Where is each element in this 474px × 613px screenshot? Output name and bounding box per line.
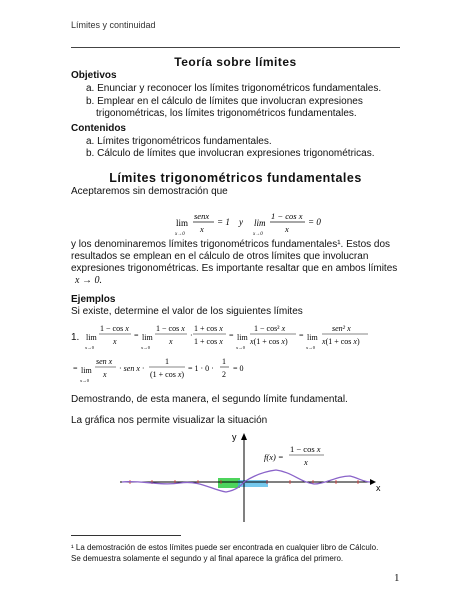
- svg-text:x→0: x→0: [141, 345, 150, 350]
- svg-text:f(x) =: f(x) =: [264, 452, 284, 462]
- header-rule: [71, 47, 400, 48]
- svg-text:1 − cos x: 1 − cos x: [100, 324, 129, 333]
- function-label: [264, 444, 324, 467]
- objective-a: a. Enunciar y reconocer los límites trigonométricos fundamentales.: [86, 83, 382, 94]
- svg-text:lim: lim: [142, 333, 153, 342]
- svg-text:x→0: x→0: [253, 232, 263, 237]
- svg-text:=: =: [134, 331, 139, 340]
- svg-text:· sen x ·: · sen x ·: [119, 364, 145, 373]
- svg-text:x→0: x→0: [236, 345, 245, 350]
- example-line-2-graphic: [71, 353, 291, 387]
- footnote-line-2: Se demuestra solamente el segundo y al final aparece la gráfica del primero.: [71, 554, 344, 563]
- svg-text:x: x: [200, 224, 204, 234]
- svg-text:= 0: = 0: [308, 217, 321, 227]
- x-axis-label: x: [376, 483, 381, 493]
- svg-text:x: x: [113, 337, 117, 346]
- svg-text:x→0: x→0: [175, 232, 185, 237]
- svg-text:1 − cos² x: 1 − cos² x: [254, 324, 286, 333]
- objective-b-cont: trigonométricas, los límites trigonométricos fundamentales.: [96, 108, 357, 119]
- section-title-2: Límites trigonométricos fundamentales: [109, 171, 362, 185]
- y-axis-arrow: [241, 433, 247, 440]
- svg-text:= 1 · 0 ·: = 1 · 0 ·: [188, 364, 214, 373]
- svg-text:x: x: [285, 224, 289, 234]
- footnote-line-1: ¹ La demostración de estos límites puede ser encontrada en cualquier libro de Cálculo.: [71, 543, 379, 552]
- graph-svg: [100, 430, 400, 526]
- svg-text:·: ·: [190, 331, 193, 340]
- svg-text:lim: lim: [86, 333, 97, 342]
- function-graph: [100, 430, 400, 531]
- y-axis-label: y: [232, 432, 237, 442]
- item-number: 1.: [71, 332, 80, 343]
- footnote: [71, 542, 400, 564]
- section-title: Teoría sobre límites: [174, 55, 297, 69]
- svg-text:senx: senx: [194, 211, 210, 221]
- example-line-1-graphic: [84, 320, 402, 354]
- svg-text:sen x: sen x: [96, 357, 113, 366]
- svg-text:2: 2: [222, 370, 226, 379]
- closing-text: Demostrando, de esta manera, el segundo límite fundamental.: [71, 394, 348, 405]
- svg-text:1 − cos x: 1 − cos x: [156, 324, 185, 333]
- svg-text:1: 1: [165, 357, 169, 366]
- svg-text:x: x: [103, 370, 107, 379]
- svg-text:(1 + cos x): (1 + cos x): [150, 370, 185, 379]
- formula-graphic: [174, 208, 334, 238]
- svg-text:x→0: x→0: [306, 345, 315, 350]
- fundamental-limits-formula: [174, 208, 334, 241]
- svg-text:x: x: [304, 457, 308, 467]
- svg-text:=: =: [299, 331, 304, 340]
- svg-text:sen² x: sen² x: [332, 324, 351, 333]
- svg-text:=: =: [73, 364, 78, 373]
- svg-text:1 − cos x: 1 − cos x: [290, 444, 321, 454]
- svg-text:lim: lim: [176, 218, 189, 228]
- svg-text:lim: lim: [237, 333, 248, 342]
- svg-text:1 + cos x: 1 + cos x: [194, 324, 223, 333]
- objective-b: b. Emplear en el cálculo de límites que involucran expresiones: [86, 96, 363, 107]
- svg-text:= 0: = 0: [233, 364, 244, 373]
- page-number: 1: [394, 572, 400, 584]
- examples-intro: Si existe, determine el valor de los siguientes límites: [71, 306, 303, 317]
- svg-text:1 + cos x: 1 + cos x: [194, 337, 223, 346]
- svg-text:y: y: [239, 217, 243, 227]
- example-line-2: [71, 353, 291, 392]
- svg-text:=: =: [229, 331, 234, 340]
- svg-text:1 − cos x: 1 − cos x: [271, 211, 303, 221]
- content-b: b. Cálculo de límites que involucran expresiones trigonométricas.: [86, 148, 375, 159]
- graph-intro: La gráfica nos permite visualizar la situación: [71, 415, 268, 426]
- svg-text:= 1: = 1: [217, 217, 230, 227]
- svg-text:1: 1: [222, 357, 226, 366]
- svg-text:lim: lim: [307, 333, 318, 342]
- svg-text:x(1 + cos x): x(1 + cos x): [322, 337, 360, 346]
- svg-text:x→0: x→0: [85, 345, 94, 350]
- content-a: a. Límites trigonométricos fundamentales.: [86, 136, 272, 147]
- running-header: Límites y continuidad: [71, 20, 156, 30]
- function-curve: [122, 470, 370, 492]
- paragraph-line-3: expresiones trigonométricas. Es importante resaltar que en ambos límites: [71, 263, 398, 274]
- paragraph-line-1: y los denominaremos límites trigonométricos fundamentales¹. Estos dos: [71, 239, 391, 250]
- svg-text:lim: lim: [81, 366, 92, 375]
- svg-text:x: x: [169, 337, 173, 346]
- svg-text:x(1 + cos x): x(1 + cos x): [250, 337, 288, 346]
- paragraph-line-4: x → 0.: [75, 275, 102, 286]
- footnote-rule: [71, 535, 181, 536]
- objectives-heading: Objetivos: [71, 70, 117, 81]
- contents-heading: Contenidos: [71, 123, 126, 134]
- svg-text:lim: lim: [254, 218, 266, 228]
- svg-text:x→0: x→0: [80, 378, 89, 383]
- paragraph-line-2: resultados se emplean en el cálculo de otros límites que involucran: [71, 251, 369, 262]
- intro-text: Aceptaremos sin demostración que: [71, 186, 228, 197]
- examples-heading: Ejemplos: [71, 294, 116, 305]
